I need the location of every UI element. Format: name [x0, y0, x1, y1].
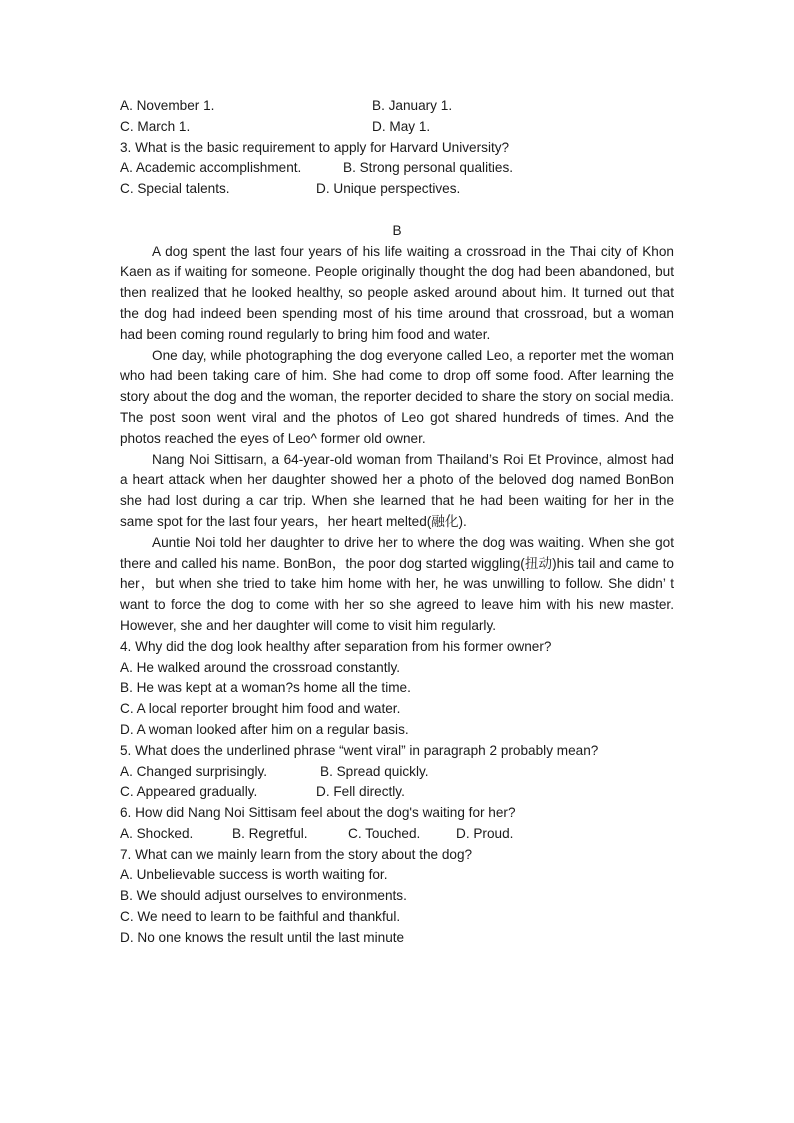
section-label: B	[392, 222, 402, 238]
question-5-stem: 5. What does the underlined phrase “went viral” in paragraph 2 probably mean?	[120, 742, 599, 758]
option-c: C. Touched.	[348, 825, 421, 841]
option-c: C. March 1.	[120, 118, 191, 134]
option-row	[120, 824, 674, 845]
option-c: C. A local reporter brought him food and water.	[120, 701, 401, 717]
option-b: B. Regretful.	[232, 825, 308, 841]
option-d: D. Fell directly.	[316, 784, 405, 800]
option-d: D. No one knows the result until the last minute	[120, 929, 405, 945]
passage-paragraph-1: A dog spent the last four years of his life waiting a crossroad in the Thai city of Khon Kaen as if waiting for someone. People originally thought the dog had been abandoned, but then realized that he looked healthy, so people asked around about him. It turned out that the dog had indeed been spending most of his time around that crossroad, but a woman had been coming round regularly to bring him food and water.	[120, 243, 674, 342]
option-row	[120, 782, 674, 803]
option-d: D. A woman looked after him on a regular basis.	[120, 721, 409, 737]
option-a: A. November 1.	[120, 98, 215, 113]
option-b: B. January 1.	[372, 98, 453, 113]
option-d: D. May 1.	[372, 118, 431, 134]
passage-paragraph-2: One day, while photographing the dog everyone called Leo, a reporter met the woman who had been taking care of him. She had come to drop off some food. After learning the story about the dog and the woman, the reporter decided to share the story on social media. The post soon went viral and the photos of Leo got shared hundreds of times. And the photos reached the eyes of Leo^ former old owner.	[120, 347, 674, 446]
question-7-stem: 7. What can we mainly learn from the story about the dog?	[120, 846, 473, 862]
option-row	[120, 117, 674, 138]
option-a: A. Changed surprisingly.	[120, 763, 268, 779]
option-a: A. Academic accomplishment.	[120, 160, 302, 176]
option-row	[120, 762, 674, 783]
option-b: B. He was kept at a woman?s home all the time.	[120, 680, 411, 696]
option-b: B. We should adjust ourselves to environments.	[120, 888, 407, 904]
option-a: A. Shocked.	[120, 825, 194, 841]
option-row	[120, 158, 674, 179]
option-a: A. He walked around the crossroad constantly.	[120, 659, 401, 675]
question-6-stem: 6. How did Nang Noi Sittisam feel about the dog's waiting for her?	[120, 805, 516, 821]
option-row	[120, 96, 674, 117]
option-b: B. Strong personal qualities.	[343, 160, 514, 176]
passage-paragraph-3: Nang Noi Sittisarn, a 64-year-old woman from Thailand’s Roi Et Province, almost had a heart attack when her daughter showed her a photo of the beloved dog named BonBon she had lost during a car trip. When she learned that he had been waiting for her in the same spot for the last four years，her heart melted(融化).	[120, 451, 674, 529]
page-content	[120, 96, 674, 949]
option-d: D. Unique perspectives.	[316, 181, 461, 197]
option-a: A. Unbelievable success is worth waiting for.	[120, 867, 388, 883]
option-c: C. Special talents.	[120, 181, 230, 197]
option-row	[120, 179, 674, 200]
option-c: C. Appeared gradually.	[120, 784, 258, 800]
question-3-stem: 3. What is the basic requirement to apply for Harvard University?	[120, 139, 510, 155]
option-d: D. Proud.	[456, 825, 514, 841]
passage-paragraph-4: Auntie Noi told her daughter to drive her to where the dog was waiting. When she got there and called his name. BonBon，the poor dog started wiggling(扭动)his tail and came to her，but when she tried to take him home with her, he was unwilling to follow. She didn’ t want to force the dog to come with her so she agreed to leave him with his new master. However, she and her daughter will come to visit him regularly.	[120, 534, 674, 633]
reading-passage	[120, 242, 674, 637]
option-b: B. Spread quickly.	[320, 763, 429, 779]
question-4-stem: 4. Why did the dog look healthy after separation from his former owner?	[120, 638, 552, 654]
option-c: C. We need to learn to be faithful and thankful.	[120, 909, 401, 925]
